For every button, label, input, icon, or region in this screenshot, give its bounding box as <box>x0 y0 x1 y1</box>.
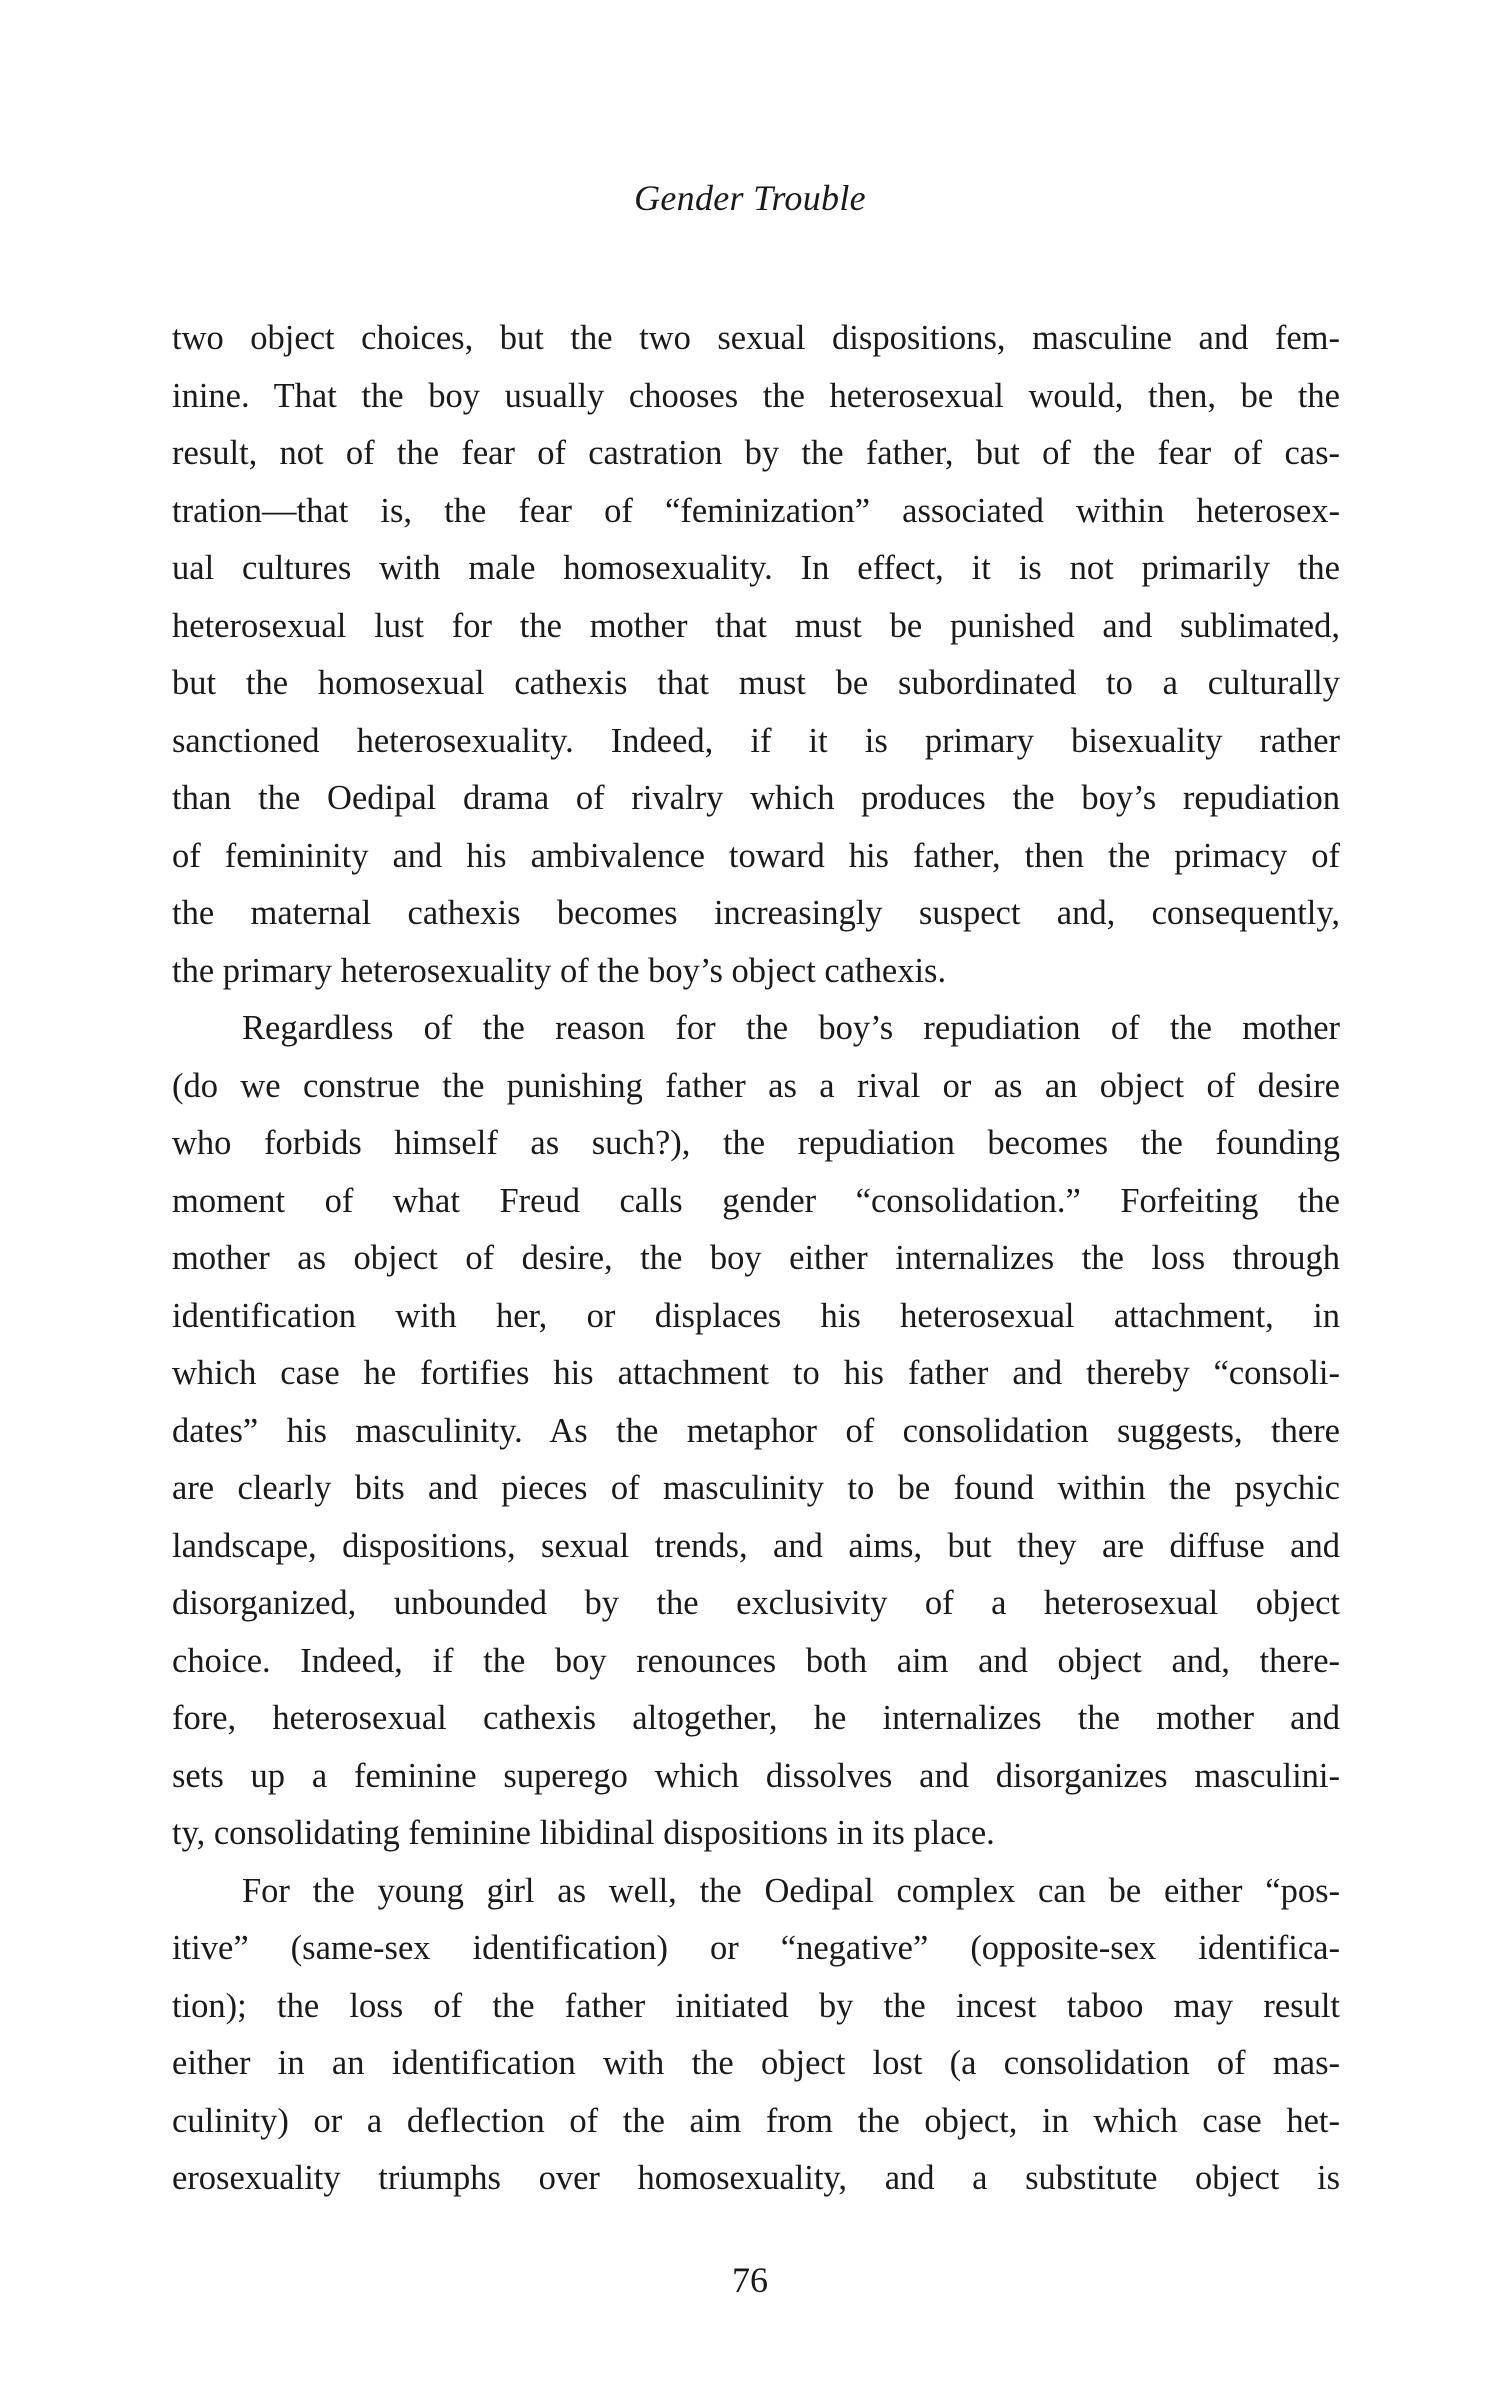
text-line: dates” his masculinity. As the metaphor of consolidation suggests, there <box>172 1411 1340 1450</box>
text-line: which case he fortifies his attachment to his father and thereby “consoli- <box>172 1354 1340 1392</box>
text-line: itive” (same-sex identification) or “negative” (opposite-sex identifica- <box>172 1929 1340 1967</box>
paragraph-3 <box>172 1863 1340 2208</box>
text-line: result, not of the fear of castration by the father, but of the fear of cas- <box>172 434 1340 472</box>
paragraph-2 <box>172 1000 1340 1863</box>
text-line: ual cultures with male homosexuality. In effect, it is not primarily the <box>172 549 1340 587</box>
paragraph-1 <box>172 310 1340 1000</box>
text-line: identification with her, or displaces his heterosexual attachment, in <box>172 1296 1340 1335</box>
text-line: tion); the loss of the father initiated by the incest taboo may result <box>172 1986 1340 2025</box>
text-line: heterosexual lust for the mother that must be punished and sublimated, <box>172 606 1340 645</box>
page-number: 76 <box>732 2260 768 2300</box>
text-line: mother as object of desire, the boy either internalizes the loss through <box>172 1239 1340 1277</box>
text-line: landscape, dispositions, sexual trends, and aims, but they are diffuse and <box>172 1526 1340 1565</box>
text-line: but the homosexual cathexis that must be subordinated to a culturally <box>172 664 1340 702</box>
text-line: disorganized, unbounded by the exclusivity of a heterosexual object <box>172 1584 1340 1622</box>
text-line: culinity) or a deflection of the aim from the object, in which case het- <box>172 2101 1340 2140</box>
text-line: than the Oedipal drama of rivalry which produces the boy’s repudiation <box>172 779 1340 817</box>
text-line: For the young girl as well, the Oedipal complex can be either “pos- <box>242 1871 1340 1910</box>
text-line: fore, heterosexual cathexis altogether, he internalizes the mother and <box>172 1699 1340 1737</box>
text-line: (do we construe the punishing father as a rival or as an object of desire <box>172 1066 1340 1105</box>
text-line: ty, consolidating feminine libidinal dispositions in its place. <box>172 1814 995 1852</box>
text-line: choice. Indeed, if the boy renounces both aim and object and, there- <box>172 1641 1340 1680</box>
body-text <box>172 310 1340 2208</box>
text-line: the primary heterosexuality of the boy’s object cathexis. <box>172 951 947 990</box>
text-line: sanctioned heterosexuality. Indeed, if it is primary bisexuality rather <box>172 721 1340 760</box>
text-line: the maternal cathexis becomes increasingly suspect and, consequently, <box>172 894 1340 932</box>
text-line: two object choices, but the two sexual dispositions, masculine and fem- <box>172 319 1340 357</box>
text-line: tration—that is, the fear of “feminization” associated within heterosex- <box>172 491 1340 530</box>
text-line: are clearly bits and pieces of masculinity to be found within the psychic <box>172 1469 1340 1507</box>
text-line: sets up a feminine superego which dissolves and disorganizes masculini- <box>172 1756 1340 1795</box>
text-line: moment of what Freud calls gender “consolidation.” Forfeiting the <box>172 1181 1340 1220</box>
text-line: either in an identification with the object lost (a consolidation of mas- <box>172 2044 1340 2082</box>
text-line: inine. That the boy usually chooses the heterosexual would, then, be the <box>172 376 1340 415</box>
running-head: Gender Trouble <box>634 178 866 218</box>
text-line: who forbids himself as such?), the repudiation becomes the founding <box>172 1124 1340 1162</box>
text-line: erosexuality triumphs over homosexuality, and a substitute object is <box>172 2159 1340 2197</box>
text-line: Regardless of the reason for the boy’s repudiation of the mother <box>242 1009 1340 1047</box>
text-line: of femininity and his ambivalence toward his father, then the primacy of <box>172 836 1340 875</box>
